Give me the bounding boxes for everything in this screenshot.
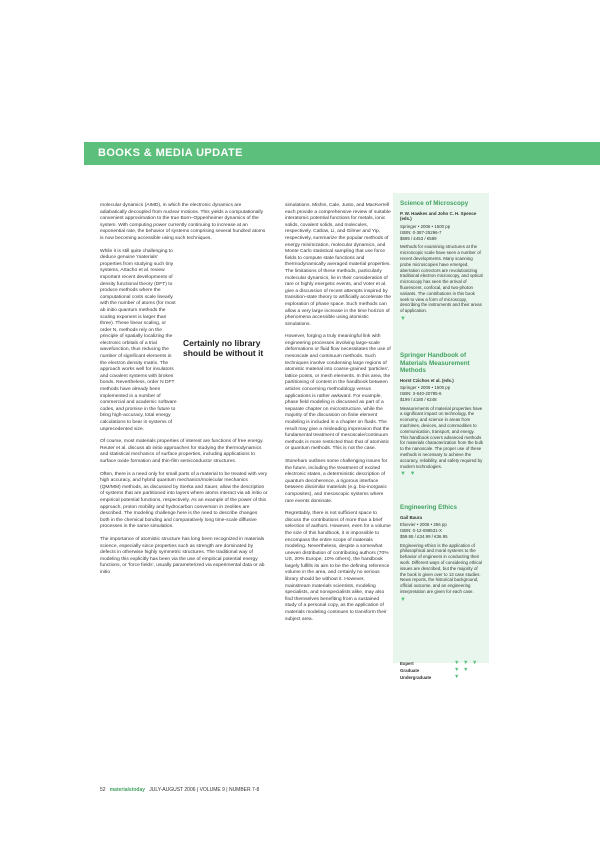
- paragraph: However, forging a truly meaningful link with engineering processes involving large-scale deformations or fluid flow necessitates the use of mesoscale and continuum methods. Such techniques involve condensing large regions of atomistic material into coarse-grained 'particles', lattice points, or mesh elements. In this area, the partitioning of content in the handbook between articles concerning methodology versus applications is rather awkward. For example, phase field modeling is discussed as part of a separate chapter on microstructure, while the majority of the discussion on finite element modeling is included in a chapter on fluids. The result may give a misleading impression that the fundamental treatment of mesoscale/continuum methods is more restricted than that of atomistic or quantum methods. This is not the case.: [285, 334, 391, 452]
- legend-row: [400, 660, 484, 667]
- paragraph: molecular dynamics (AIMD), in which the electronic dynamics are adiabatically decoupled from nuclear motions. This yields a computationally convenient approximation to the true Born–Oppenheimer dynamics of the system. With computing power currently continuing to increase at an exponential rate, the behavior of systems comprising several hundred atoms is now becoming accessible using such techniques.: [100, 203, 266, 241]
- legend-row: [400, 667, 484, 674]
- page-number: 52: [100, 787, 106, 793]
- book-isbn: ISBN: 0-387-25296-7: [400, 229, 442, 235]
- book-authors: Horst Czichos et al. (eds.): [400, 377, 454, 383]
- section-title: BOOKS & MEDIA UPDATE: [98, 147, 243, 159]
- book-description: Methods for examining structures at the microscopic scale have seen a number of recent developments. Many scanning probe microscopies have emerged, aberration correctors are revolutionizing traditional electron microscopy, and optical microscopy has seen the arrival of fluorescent, confocal, and two-photon variants. The contributions in this book seek to view a form of microscopy, describing the instruments and their areas of application.: [400, 244, 483, 314]
- paragraph: Regrettably, there is not sufficient space to discuss the contributions of more than a brief selection of authors. However, even for a volume the size of this handbook, it is impossible to encompass the entire scope of materials modeling. Nevertheless, despite a somewhat uneven distribution of contributing authors (70% US, 20% Europe, 10% others), the handbook largely fulfills its aim to be the defining reference volume in the area, and certainly no serious library should be without it. However, mainstream materials scientists, modeling specialists, and nonspecialists alike, may also find themselves benefiting from a sustained study of a personal copy, as the application of materials modeling continues to transform their subject area.: [285, 511, 391, 622]
- paragraph: Stoneham outlines some challenging issues for the future, including the treatment of excited electronic states, a deterministic description of quantum decoherence, a rigorous interface between dissimilar materials (e.g. bio-inorganic composites), and mesoscopic systems where rare events dominate.: [285, 458, 388, 504]
- legend-row: [400, 674, 484, 681]
- book-description: Measurements of material properties have a significant impact on technology, the economy, and science in areas from machines, devices, and commodities to communication, transport, and energy. This handbook covers advanced methods for materials characterization from the bulk to the nanoscale. The proper use of these methods is necessary to achieve the accuracy, reliability, and safety required by modern technologies.: [400, 405, 483, 469]
- rating-icon: ▼: [400, 596, 407, 603]
- book-price: $199 / £180 / €248: [400, 396, 437, 402]
- book-publisher: Springer • 2006 • 1500 pp: [400, 224, 451, 230]
- book-price: $59.95 / £34.99 / €36.95: [400, 533, 448, 539]
- article-column-2: [285, 203, 391, 629]
- legend-label: Expert: [400, 661, 414, 666]
- legend-label: Graduate: [400, 668, 420, 673]
- magazine-logo: materialstoday: [109, 787, 146, 793]
- book-title: Springer Handbook of Materials Measurement Methods: [400, 352, 470, 374]
- article-column-1: [100, 203, 268, 582]
- book-authors: Gail Baura: [400, 514, 422, 520]
- rating-icon: ▼ ▼: [454, 667, 470, 673]
- paragraph: While it is still quite challenging to deduce genuine 'materials' properties from studying such tiny systems, Artacho et al. review important recent developments of density functional theory (DFT) to produce methods where the computational costs scale linearly with the number of atoms (for most ab initio quantum methods the scaling exponent is larger than three). These linear scaling, or order N, methods rely on the principle of spatially localizing the electronic orbitals of a trial wavefunction, thus reducing the number of significant elements in the electron density matrix. The approach works well for insulators and covalent systems with broken bonds. Nevertheless, order N DFT methods have already been implemented in a number of commercial and academic software codes, and promise in the future to bring high-accuracy, total energy calculations to bear in systems of unprecedented size.: [100, 248, 177, 432]
- book-authors: P. W. Hawkes and John C. H. Spence (eds.): [400, 210, 477, 222]
- book-entry: [400, 200, 484, 323]
- paragraph: Often, there is a need only for small parts of a material to be treated with very high accuracy, and hybrid quantum mechanics/molecular mechanics (QM/MM) methods, as discussed by Sierka and Sauer, allow the description of systems that are partitioned into layers where atoms interact via ab initio or empirical potential functions, respectively. As an example of the power of this approach, proton mobility and hydrocarbon conversion in zeolites are described. The modeling challenge here is the need to describe changes both in the chemical bonding and comparatively long time-scale diffusive processes in the same simulation.: [100, 471, 268, 530]
- legend-label: Undergraduate: [400, 675, 432, 680]
- section-banner: [84, 142, 600, 165]
- rating-icon: ▼ ▼ ▼: [454, 660, 479, 666]
- book-price: $695 / £453 / €589: [400, 235, 437, 241]
- paragraph: simulations. Mishin, Cale, Justo, and MacKerrell each provide a comprehensive review of suitable interatomic potential functions for metals, ionic solids, covalent solids, and molecules, respectively. Catlow, Li, and Gilmer and Yip, respectively, summarize the popular methods of energy minimization, molecular dynamics, and Monte Carlo statistical sampling that use force fields to compute state functions and thermodynamically averaged material properties. The limitations of these methods, particularly molecular dynamics, lie in their consideration of rare or highly energetic events, and Voter et al. give a discussion of recent attempts inspired by transition-state theory to artificially accelerate the exploration of phase space. Such methods can allow a very large increase in the time horizon of phenomena accessible using atomistic simulations.: [285, 203, 392, 327]
- book-title: Science of Microscopy: [400, 200, 469, 207]
- book-entry: [400, 352, 484, 478]
- rating-icon: ▼: [454, 674, 461, 680]
- page-footer: [100, 787, 259, 793]
- paragraph: The importance of atomistic structure has long been recognized in materials science, especially since properties such as strength are dominated by defects in otherwise highly symmetric structures. The traditional way of modeling this explicitly has been via the use of empirical potential energy functions, or 'force fields', usually parameterized via experimental data or ab initio: [100, 536, 265, 575]
- rating-icon: ▼: [400, 316, 407, 323]
- book-publisher: Springer • 2006 • 1500 pp: [400, 385, 451, 391]
- paragraph: Of course, most materials properties of interest are functions of free energy. Reuter et al. discuss ab initio approaches for studying the thermodynamics and statistical mechanics of surface properties, including applications to surface oxide formation and thin-film semiconductor structures.: [100, 439, 264, 464]
- pull-quote: Certainly no library should be without it: [183, 338, 264, 358]
- book-publisher: Elsevier • 2006 • 256 pp: [400, 522, 447, 528]
- book-description: Engineering ethics is the application of philosophical and moral systems to the behavior of engineers in conducting their work. Different ways of considering ethical issues are described, but the majority of the book is given over to 13 case studies. News reports, the historical background, official outcome, and an engineering interpretation are given for each case.: [400, 542, 482, 595]
- issue-info: JULY-AUGUST 2006 | VOLUME 9 | NUMBER 7-8: [149, 787, 260, 793]
- rating-icon: ▼ ▼: [400, 471, 417, 478]
- rating-legend: [400, 660, 484, 681]
- book-title: Engineering Ethics: [400, 504, 458, 511]
- book-isbn: ISBN: 0-12-088531-X: [400, 528, 442, 534]
- book-isbn: ISBN: 3-540-20785-6: [400, 391, 442, 397]
- book-entry: [400, 504, 484, 604]
